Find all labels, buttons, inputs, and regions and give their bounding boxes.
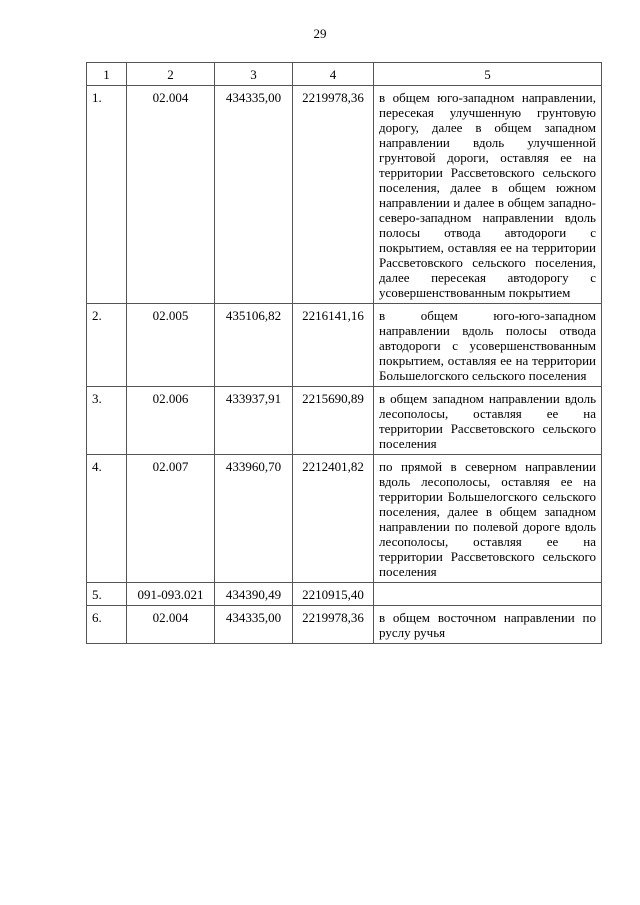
coordinate-x: 434335,00 (215, 606, 293, 644)
coordinate-y: 2215690,89 (293, 387, 374, 455)
boundary-description: в общем восточном направлении по руслу ручья (374, 606, 602, 644)
coordinate-y: 2212401,82 (293, 455, 374, 583)
coordinate-y: 2216141,16 (293, 304, 374, 387)
table-row (87, 606, 602, 644)
point-code: 02.006 (127, 387, 215, 455)
row-number: 6. (87, 606, 127, 644)
point-code: 02.007 (127, 455, 215, 583)
boundary-description (374, 583, 602, 606)
point-code: 02.004 (127, 86, 215, 304)
table-row (87, 455, 602, 583)
table-row (87, 387, 602, 455)
boundary-description: в общем юго-юго-западном направлении вдоль полосы отвода автодороги с усовершенствованным покрытием, оставляя ее на территории Большелогского сельского поселения (374, 304, 602, 387)
header-col-4: 4 (293, 63, 374, 86)
coordinate-x: 434390,49 (215, 583, 293, 606)
row-number: 4. (87, 455, 127, 583)
header-col-2: 2 (127, 63, 215, 86)
point-code: 091-093.021 (127, 583, 215, 606)
coordinate-y: 2219978,36 (293, 86, 374, 304)
table-header-row (87, 63, 602, 86)
row-number: 5. (87, 583, 127, 606)
point-code: 02.004 (127, 606, 215, 644)
table-row (87, 86, 602, 304)
coordinate-y: 2219978,36 (293, 606, 374, 644)
coordinate-x: 434335,00 (215, 86, 293, 304)
table-row (87, 583, 602, 606)
page-number: 29 (313, 26, 327, 41)
point-code: 02.005 (127, 304, 215, 387)
coordinate-y: 2210915,40 (293, 583, 374, 606)
table-row (87, 304, 602, 387)
coordinate-x: 433960,70 (215, 455, 293, 583)
boundary-description: по прямой в северном направлении вдоль лесополосы, оставляя ее на территории Большелогского сельского поселения, далее в общем западном направлении по полевой дороге вдоль лесополосы, оставляя ее на территории Рассветовского сельского поселения (374, 455, 602, 583)
coordinate-x: 433937,91 (215, 387, 293, 455)
boundary-table (86, 62, 602, 644)
coordinate-x: 435106,82 (215, 304, 293, 387)
header-col-1: 1 (87, 63, 127, 86)
boundary-description: в общем юго-западном направлении, пересекая улучшенную грунтовую дорогу, далее в общем западном направлении вдоль улучшенной грунтовой дороги, оставляя ее на территории Рассветовского сельского поселения, далее в общем южном направлении и далее в общем западно-северо-западном направлении вдоль полосы отвода автодороги с покрытием, оставляя ее на территории Рассветовского сельского поселения, далее пересекая автодорогу с усовершенствованным покрытием (374, 86, 602, 304)
boundary-description: в общем западном направлении вдоль лесополосы, оставляя ее на территории Рассветовского сельского поселения (374, 387, 602, 455)
row-number: 3. (87, 387, 127, 455)
header-col-3: 3 (215, 63, 293, 86)
row-number: 1. (87, 86, 127, 304)
header-col-5: 5 (374, 63, 602, 86)
row-number: 2. (87, 304, 127, 387)
